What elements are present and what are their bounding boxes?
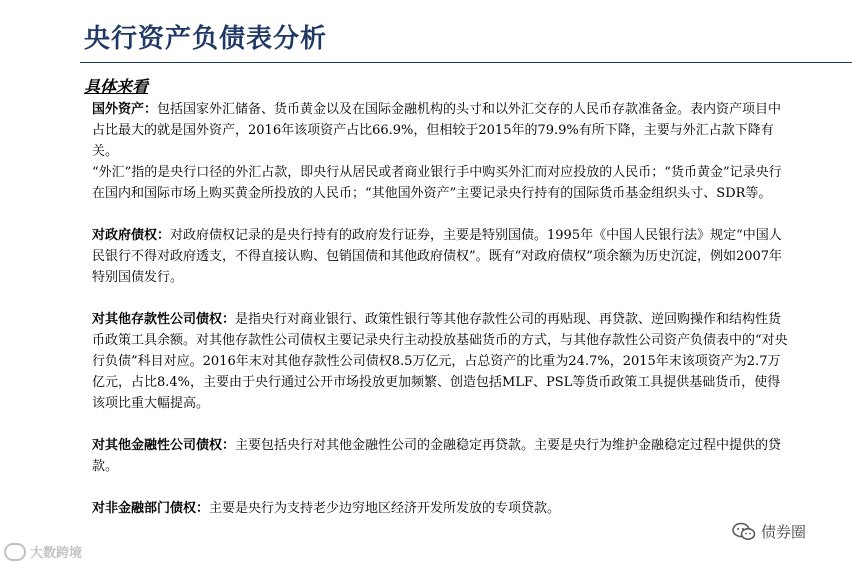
page-title: 央行资产负债表分析: [84, 24, 328, 54]
paragraph-text: “外汇”指的是央行口径的外汇占款，即央行从居民或者商业银行手中购买外汇而对应投放的人民币；“货币黄金”记录央行在国内和国际市场上购买黄金所投放的人民币；“其他国外资产”主要记录央行持有的国际货币基金组织头寸、SDR等。: [92, 165, 782, 201]
watermark-text: 大数跨境: [30, 546, 83, 561]
wechat-icon: [732, 522, 756, 542]
watermark-logo-icon: [4, 543, 26, 561]
paragraph-foreign-assets-detail: [92, 162, 792, 204]
paragraph-text: 包括国家外汇储备、货币黄金以及在国际金融机构的头寸和以外汇交存的人民币存款准备金。表内资产项目中占比最大的就是国外资产，2016年该项资产占比66.9%，但相较于2015年的79.9%有所下降，主要与外汇占款下降有关。: [92, 102, 782, 159]
paragraph-text: 是指央行对商业银行、政策性银行等其他存款性公司的再贴现、再贷款、逆回购操作和结构性货币政策工具余额。对其他存款性公司债权主要记录央行主动投放基础货币的方式，与其他存款性公司资产负债表中的“对央行负债”科目对应。2016年末对其他存款性公司债权8.5万亿元，占总资产的比重为24.7%，2015年末该项资产为2.7万亿元，占比8.4%，主要由于央行通过公开市场投放更加频繁、创造包括MLF、PSL等货币政策工具提供基础货币，使得该项比重大幅提高。: [92, 312, 788, 411]
paragraph-lead: 国外资产：: [92, 102, 158, 117]
paragraph-lead: 对其他存款性公司债权：: [92, 312, 236, 327]
paragraph-text: 主要包括央行对其他金融性公司的金融稳定再贷款。主要是央行为维护金融稳定过程中提供的贷款。: [92, 438, 782, 474]
wechat-account-badge: [732, 521, 806, 542]
title-divider: [80, 62, 852, 63]
paragraph-claims-on-nonfinancial-sector: [92, 498, 792, 519]
paragraph-text: 主要是央行为支持老少边穷地区经济开发所发放的专项贷款。: [209, 501, 561, 516]
body-text: [92, 99, 792, 519]
paragraph-claims-on-government: [92, 225, 792, 288]
paragraph-claims-on-financial-corps: [92, 435, 792, 477]
section-subtitle: 具体来看: [84, 77, 149, 96]
paragraph-lead: 对政府债权：: [92, 228, 171, 243]
paragraph-claims-on-depository-corps: [92, 309, 792, 414]
paragraph-text: 对政府债权记录的是央行持有的政府发行证券，主要是特别国债。1995年《中国人民银行法》规定“中国人民银行不得对政府透支，不得直接认购、包销国债和其他政府债权”。既有“对政府债权”项余额为历史沉淀，例如2007年特别国债发行。: [92, 228, 783, 285]
wechat-account-name: 债券圈: [761, 523, 807, 541]
watermark: [4, 542, 82, 561]
paragraph-foreign-assets: [92, 99, 792, 162]
paragraph-lead: 对非金融部门债权：: [92, 501, 210, 516]
paragraph-lead: 对其他金融性公司债权：: [92, 438, 236, 453]
